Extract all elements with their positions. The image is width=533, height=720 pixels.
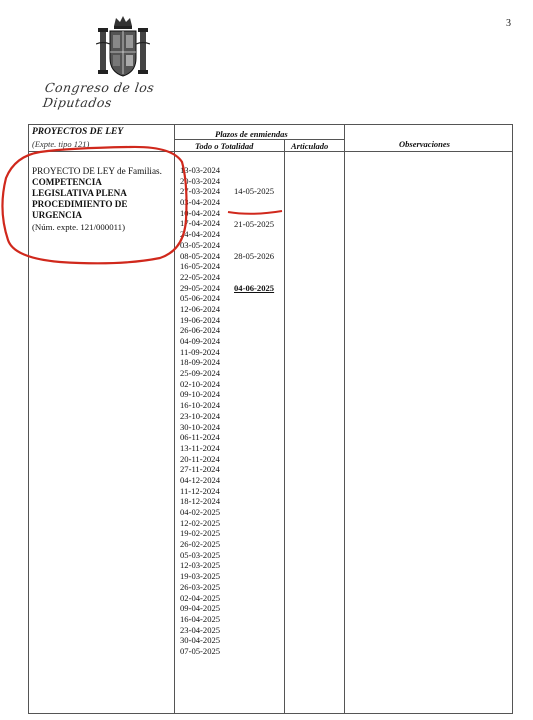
date-cell: 27-03-2024 (180, 186, 221, 197)
date-cell: 16-05-2024 (180, 261, 221, 272)
date-cell: 12-03-2025 (180, 560, 221, 571)
entry-title: PROYECTO DE LEY de Familias. (32, 166, 162, 176)
date-cell: 18-09-2024 (180, 357, 221, 368)
date-cell: 28-05-2026 (234, 250, 275, 261)
date-cell: 23-04-2025 (180, 624, 221, 635)
date-cell: 07-05-2025 (180, 645, 221, 656)
date-cell: 10-04-2024 (180, 207, 221, 218)
entry-legislativa-plena: LEGISLATIVA PLENA (32, 188, 127, 198)
date-cell: 13-11-2024 (180, 442, 220, 453)
date-cell: 19-06-2024 (180, 314, 221, 325)
date-cell: 22-05-2024 (180, 271, 221, 282)
date-cell: 08-05-2024 (180, 250, 221, 261)
amendments-table (28, 124, 513, 714)
date-cell: 03-05-2024 (180, 239, 221, 250)
date-cell: 23-10-2024 (180, 410, 221, 421)
date-cell: 20-11-2024 (180, 453, 220, 464)
date-cell: 03-04-2024 (180, 197, 221, 208)
date-cell: 04-12-2024 (180, 474, 221, 485)
date-cell: 30-10-2024 (180, 421, 221, 432)
date-cell: 17-04-2024 (180, 218, 221, 229)
date-cell: 12-06-2024 (180, 303, 221, 314)
date-cell: 11-09-2024 (180, 346, 220, 357)
second-plazo-dates (234, 165, 274, 315)
date-cell: 18-12-2024 (180, 496, 221, 507)
date-cell: 09-10-2024 (180, 389, 221, 400)
date-cell: 21-05-2025 (234, 218, 275, 229)
date-cell: 27-11-2024 (180, 464, 220, 475)
date-cell: 02-04-2025 (180, 592, 221, 603)
date-cell: 13-03-2024 (180, 165, 221, 175)
date-cell: 26-02-2025 (180, 539, 221, 550)
projects-column-title: PROYECTOS DE LEY (32, 127, 124, 137)
highlighted-date: 04-06-2025 (234, 282, 275, 293)
date-cell: 25-09-2024 (180, 368, 221, 379)
page-number: 3 (506, 18, 511, 29)
date-cell: 26-03-2025 (180, 581, 221, 592)
date-cell: 20-03-2024 (180, 175, 221, 186)
entry-competencia: COMPETENCIA (32, 177, 102, 187)
date-cell: 29-05-2024 (180, 282, 221, 293)
entry-urgencia: URGENCIA (32, 210, 83, 220)
date-cell: 16-10-2024 (180, 400, 221, 411)
date-cell: 30-04-2025 (180, 635, 221, 646)
projects-column-subtitle: (Expte. tipo 121) (32, 139, 90, 149)
date-cell: 11-12-2024 (180, 485, 220, 496)
date-cell: 26-06-2024 (180, 325, 221, 336)
coat-of-arms-icon (96, 14, 150, 78)
institution-header: Congreso de los Diputados (41, 80, 156, 110)
date-cell: 12-02-2025 (180, 517, 221, 528)
date-cell: 05-06-2024 (180, 293, 221, 304)
date-cell: 16-04-2025 (180, 613, 221, 624)
articulado-header: Articulado (291, 141, 329, 151)
observaciones-header: Observaciones (399, 139, 450, 149)
entry-procedimiento: PROCEDIMIENTO DE (32, 199, 128, 209)
plazos-enmiendas-header: Plazos de enmiendas (215, 129, 288, 139)
entry-expediente-number: (Núm. expte. 121/000011) (32, 222, 126, 232)
date-cell: 24-04-2024 (180, 229, 221, 240)
date-cell: 05-03-2025 (180, 549, 221, 560)
date-cell: 19-03-2025 (180, 571, 221, 582)
date-cell: 14-05-2025 (234, 186, 275, 197)
date-cell: 09-04-2025 (180, 603, 221, 614)
todo-totalidad-dates (180, 165, 220, 657)
date-cell: 06-11-2024 (180, 432, 220, 443)
date-cell: 19-02-2025 (180, 528, 221, 539)
todo-totalidad-header: Todo o Totalidad (195, 141, 254, 151)
date-cell: 02-10-2024 (180, 378, 221, 389)
date-cell: 04-02-2025 (180, 507, 221, 517)
date-cell: 04-09-2024 (180, 336, 221, 346)
